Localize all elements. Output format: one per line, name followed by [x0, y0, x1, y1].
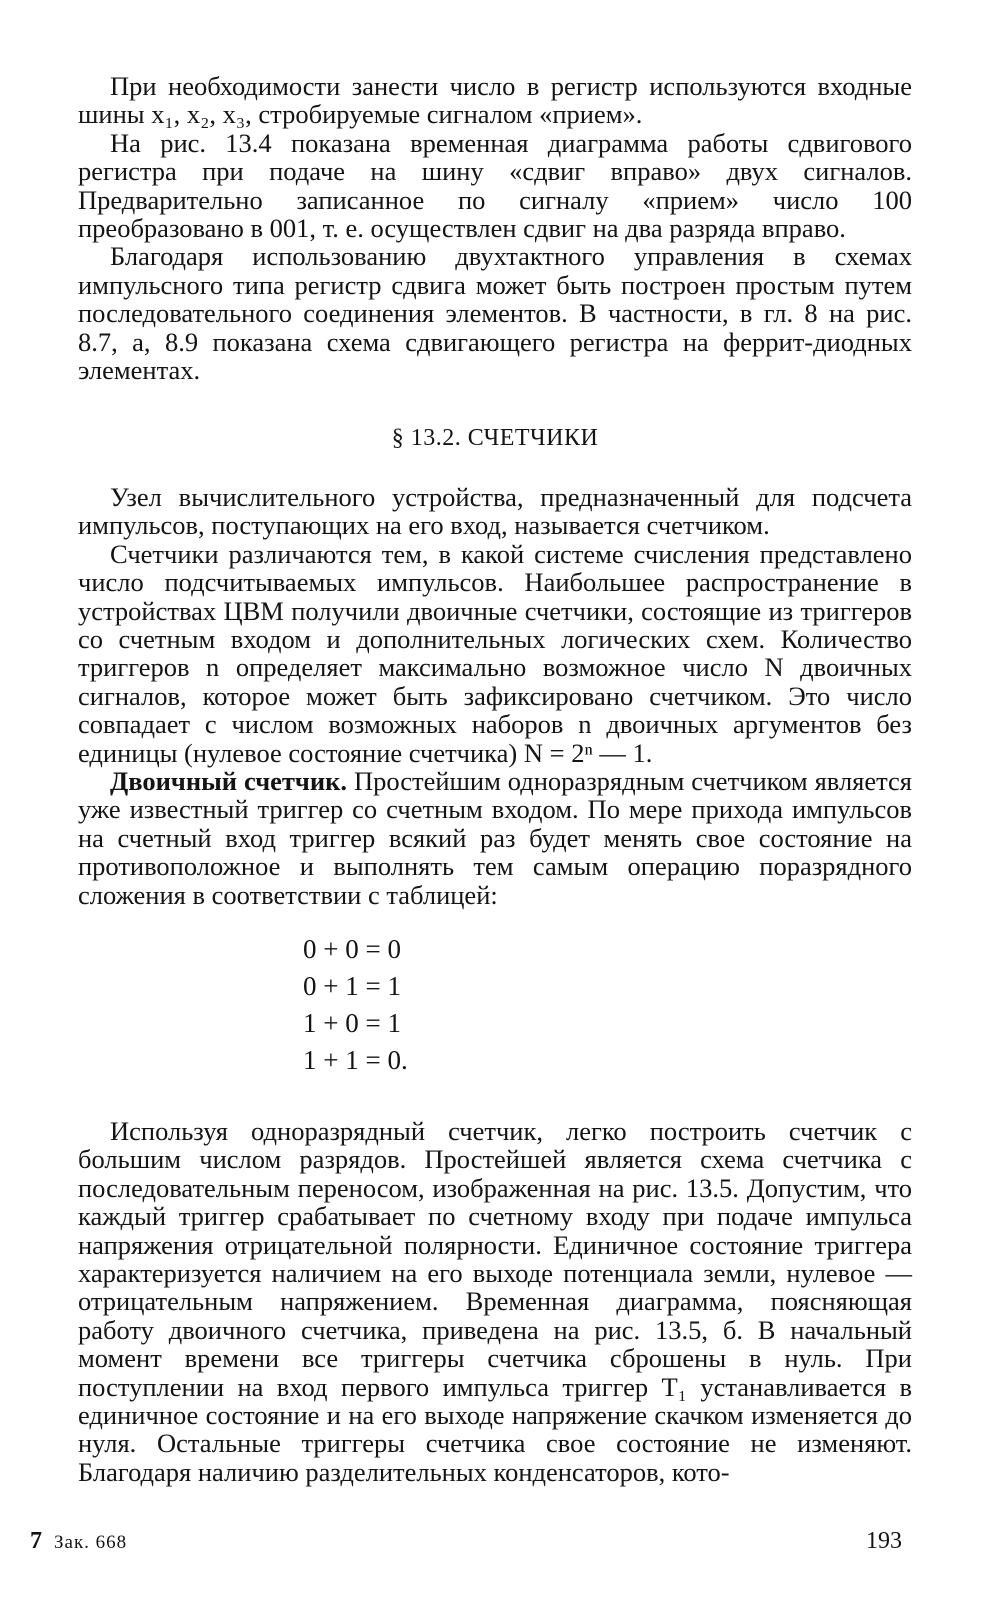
- signature-text: Зак. 668: [54, 1532, 128, 1553]
- binary-counter-term: Двоичный счетчик.: [110, 765, 348, 796]
- paragraph-timing-diagram: На рис. 13.4 показана временная диаграмма работы сдвигового регистра при подаче на шину «сдвиг вправо» двух сигналов. Предварительно записанное по сигналу «прием» число 100 преобразовано в 001, т. е. осуществлен сдвиг на два разряда вправо.: [78, 127, 912, 244]
- addition-table: [303, 931, 912, 1079]
- formula-row: 1 + 1 = 0.: [303, 1044, 408, 1075]
- signature-number: 7: [30, 1528, 42, 1554]
- section-heading: § 13.2. СЧЕТЧИКИ: [391, 425, 599, 452]
- page-body: [78, 72, 912, 1486]
- formula-row: 0 + 1 = 1: [303, 970, 401, 1001]
- paragraph-input-buses: При необходимости занести число в регистр используются входные шины x₁, x₂, x₃, стробируемые сигналом «прием».: [78, 71, 912, 130]
- page-number: 193: [866, 1528, 902, 1554]
- paragraph-counter-definition: Узел вычислительного устройства, предназначенный для подсчета импульсов, поступающих на его вход, называется счетчиком.: [78, 481, 912, 541]
- binary-counter-text: Простейшим одноразрядным счетчиком является уже известный триггер со счетным входом. По мере прихода импульсов на счетный вход триггер всякий раз будет менять свое состояние на противоположное и выполнять тем самым операцию поразрядного сложения в соответствии с таблицей:: [78, 765, 912, 910]
- paragraph-counter-types: Счетчики различаются тем, в какой системе счисления представлено число подсчитываемых импульсов. Наибольшее распространение в устройствах ЦВМ получили двоичные счетчики, состоящие из триггеров со счетным входом и дополнительных логических схем. Количество триггеров n определяет максимально возможное число N двоичных сигналов, которое может быть зафиксировано счетчиком. Это число совпадает с числом возможных наборов n двоичных аргументов без единицы (нулевое состояние счетчика) N = 2ⁿ — 1.: [78, 538, 912, 768]
- paragraph-two-phase-control: Благодаря использованию двухтактного управления в схемах импульсного типа регистр сдвига может быть построен простым путем последовательного соединения элементов. В частности, в гл. 8 на рис. 8.7, а, 8.9 показана схема сдвигающего регистра на феррит-диодных элементах.: [78, 241, 912, 386]
- printer-signature: [30, 1528, 127, 1555]
- paragraph-serial-carry-counter: Используя одноразрядный счетчик, легко построить счетчик с большим числом разрядов. Простейшей является схема счетчика с последовательным переносом, изображенная на рис. 13.5. Допустим, что каждый триггер срабатывает по счетному входу при подаче импульса напряжения отрицательной полярности. Единичное состояние триггера характеризуется наличием на его выходе потенциала земли, нулевое — отрицательным напряжением. Временная диаграмма, поясняющая работу двоичного счетчика, приведена на рис. 13.5, б. В начальный момент времени все триггеры счетчика сброшены в нуль. При поступлении на вход первого импульса триггер T₁ устанавливается в единичное состояние и на его выходе напряжение скачком изменяется до нуля. Остальные триггеры счетчика свое состояние не изменяют. Благодаря наличию разделительных конденсаторов, кото-: [78, 1115, 912, 1487]
- formula-row: 0 + 0 = 0: [303, 933, 401, 964]
- paragraph-binary-counter: [78, 767, 912, 909]
- formula-row: 1 + 0 = 1: [303, 1007, 401, 1038]
